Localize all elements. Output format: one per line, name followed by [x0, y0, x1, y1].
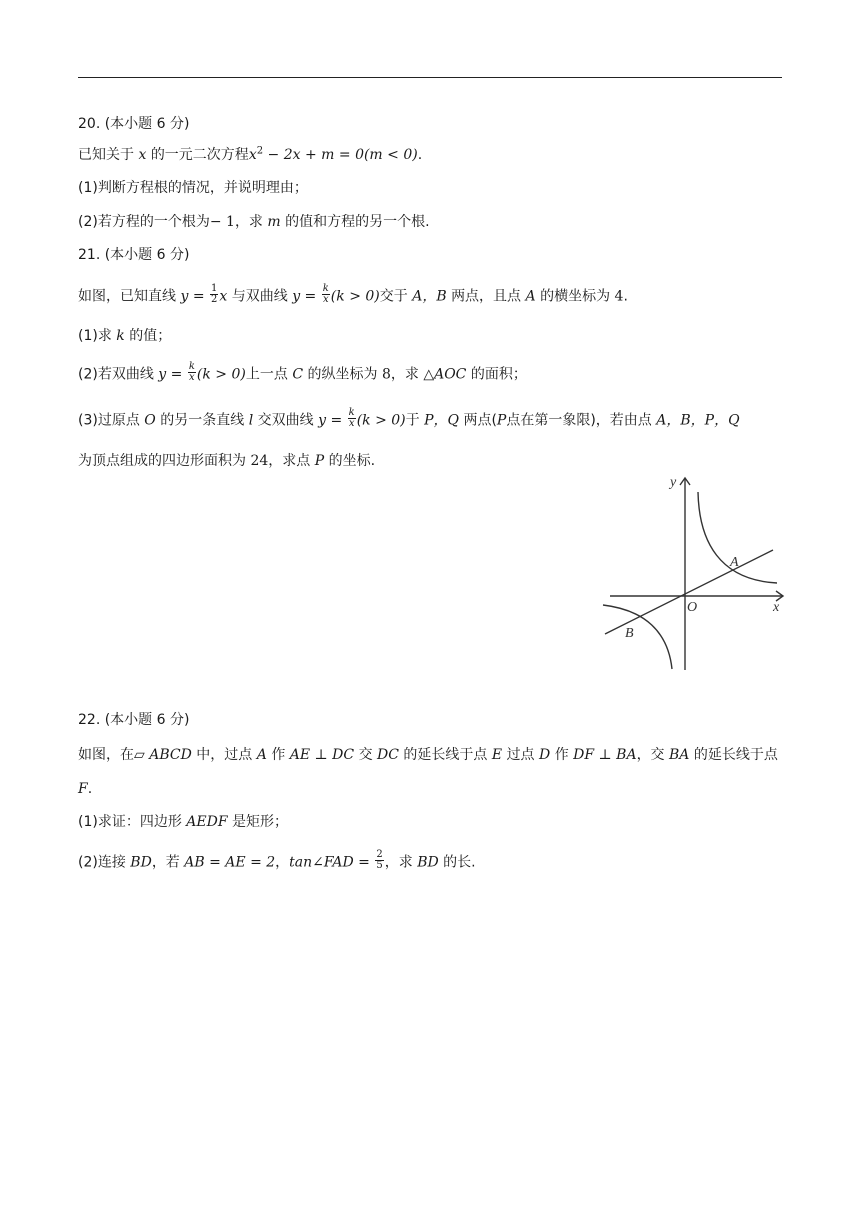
q20-part2: (2)若方程的一个根为− 1，求 m 的值和方程的另一个根. — [78, 214, 430, 230]
q21-part3-cont: 为顶点组成的四边形面积为 24，求点 P 的坐标. — [78, 453, 376, 469]
fraction-one-half: $\frac{1}{2}$ — [211, 283, 218, 305]
q21-part2: (2)若双曲线 y = $\frac{k}{x}$ (k > 0)上一点 C 的纵坐标为 8，求 △AOC 的面积； — [78, 361, 527, 383]
graph-label-b: B — [625, 626, 634, 641]
q20-stem: 已知关于 x 的一元二次方程$x^2 - 2x + m = 0(m < 0)$. — [78, 145, 423, 163]
hyperbola-branch-q3 — [603, 605, 672, 669]
graph-label-a: A — [730, 555, 739, 570]
hyperbola-line-graph — [600, 472, 790, 674]
q21-part1: (1)求 k 的值； — [78, 328, 172, 344]
fraction-k-over-x-3: $\frac{k}{x}$ — [348, 407, 355, 429]
q21-part3: (3)过原点 O 的另一条直线 l 交双曲线 y = $\frac{k}{x}$ (k > 0)于 P，Q 两点(P点在第一象限)，若由点 A，B，P，Q — [78, 407, 740, 429]
q22-part2: (2)连接 BD，若 AB = AE = 2，tan∠FAD = $\frac{2}{5}$ ，求 BD 的长. — [78, 849, 476, 871]
fraction-k-over-x: $\frac{k}{x}$ — [322, 283, 329, 305]
q22-stem-cont: F. — [78, 781, 93, 797]
graph-label-x: x — [773, 600, 780, 615]
q20-part1: (1)判断方程根的情况，并说明理由； — [78, 180, 308, 196]
graph-label-y: y — [670, 475, 677, 490]
line-y-half-x — [605, 550, 773, 634]
graph-label-origin: O — [687, 600, 698, 615]
q21-stem: 如图，已知直线 y = $\frac{1}{2}$ x 与双曲线 y = $\frac{k}{x}$ (k > 0)交于 A，B 两点，且点 A 的横坐标为 4. — [78, 283, 628, 305]
q20-header: 20. (本小题 6 分) — [78, 116, 190, 132]
q22-part1: (1)求证：四边形 AEDF 是矩形； — [78, 814, 289, 830]
fraction-two-fifths: $\frac{2}{5}$ — [376, 849, 383, 871]
fraction-k-over-x-2: $\frac{k}{x}$ — [188, 361, 195, 383]
q22-header: 22. (本小题 6 分) — [78, 712, 190, 728]
q22-stem: 如图，在▱ ABCD 中，过点 A 作 AE ⊥ DC 交 DC 的延长线于点 E 过点 D 作 DF ⊥ BA，交 BA 的延长线于点 — [78, 747, 778, 763]
header-rule — [78, 77, 782, 78]
q21-header: 21. (本小题 6 分) — [78, 247, 190, 263]
